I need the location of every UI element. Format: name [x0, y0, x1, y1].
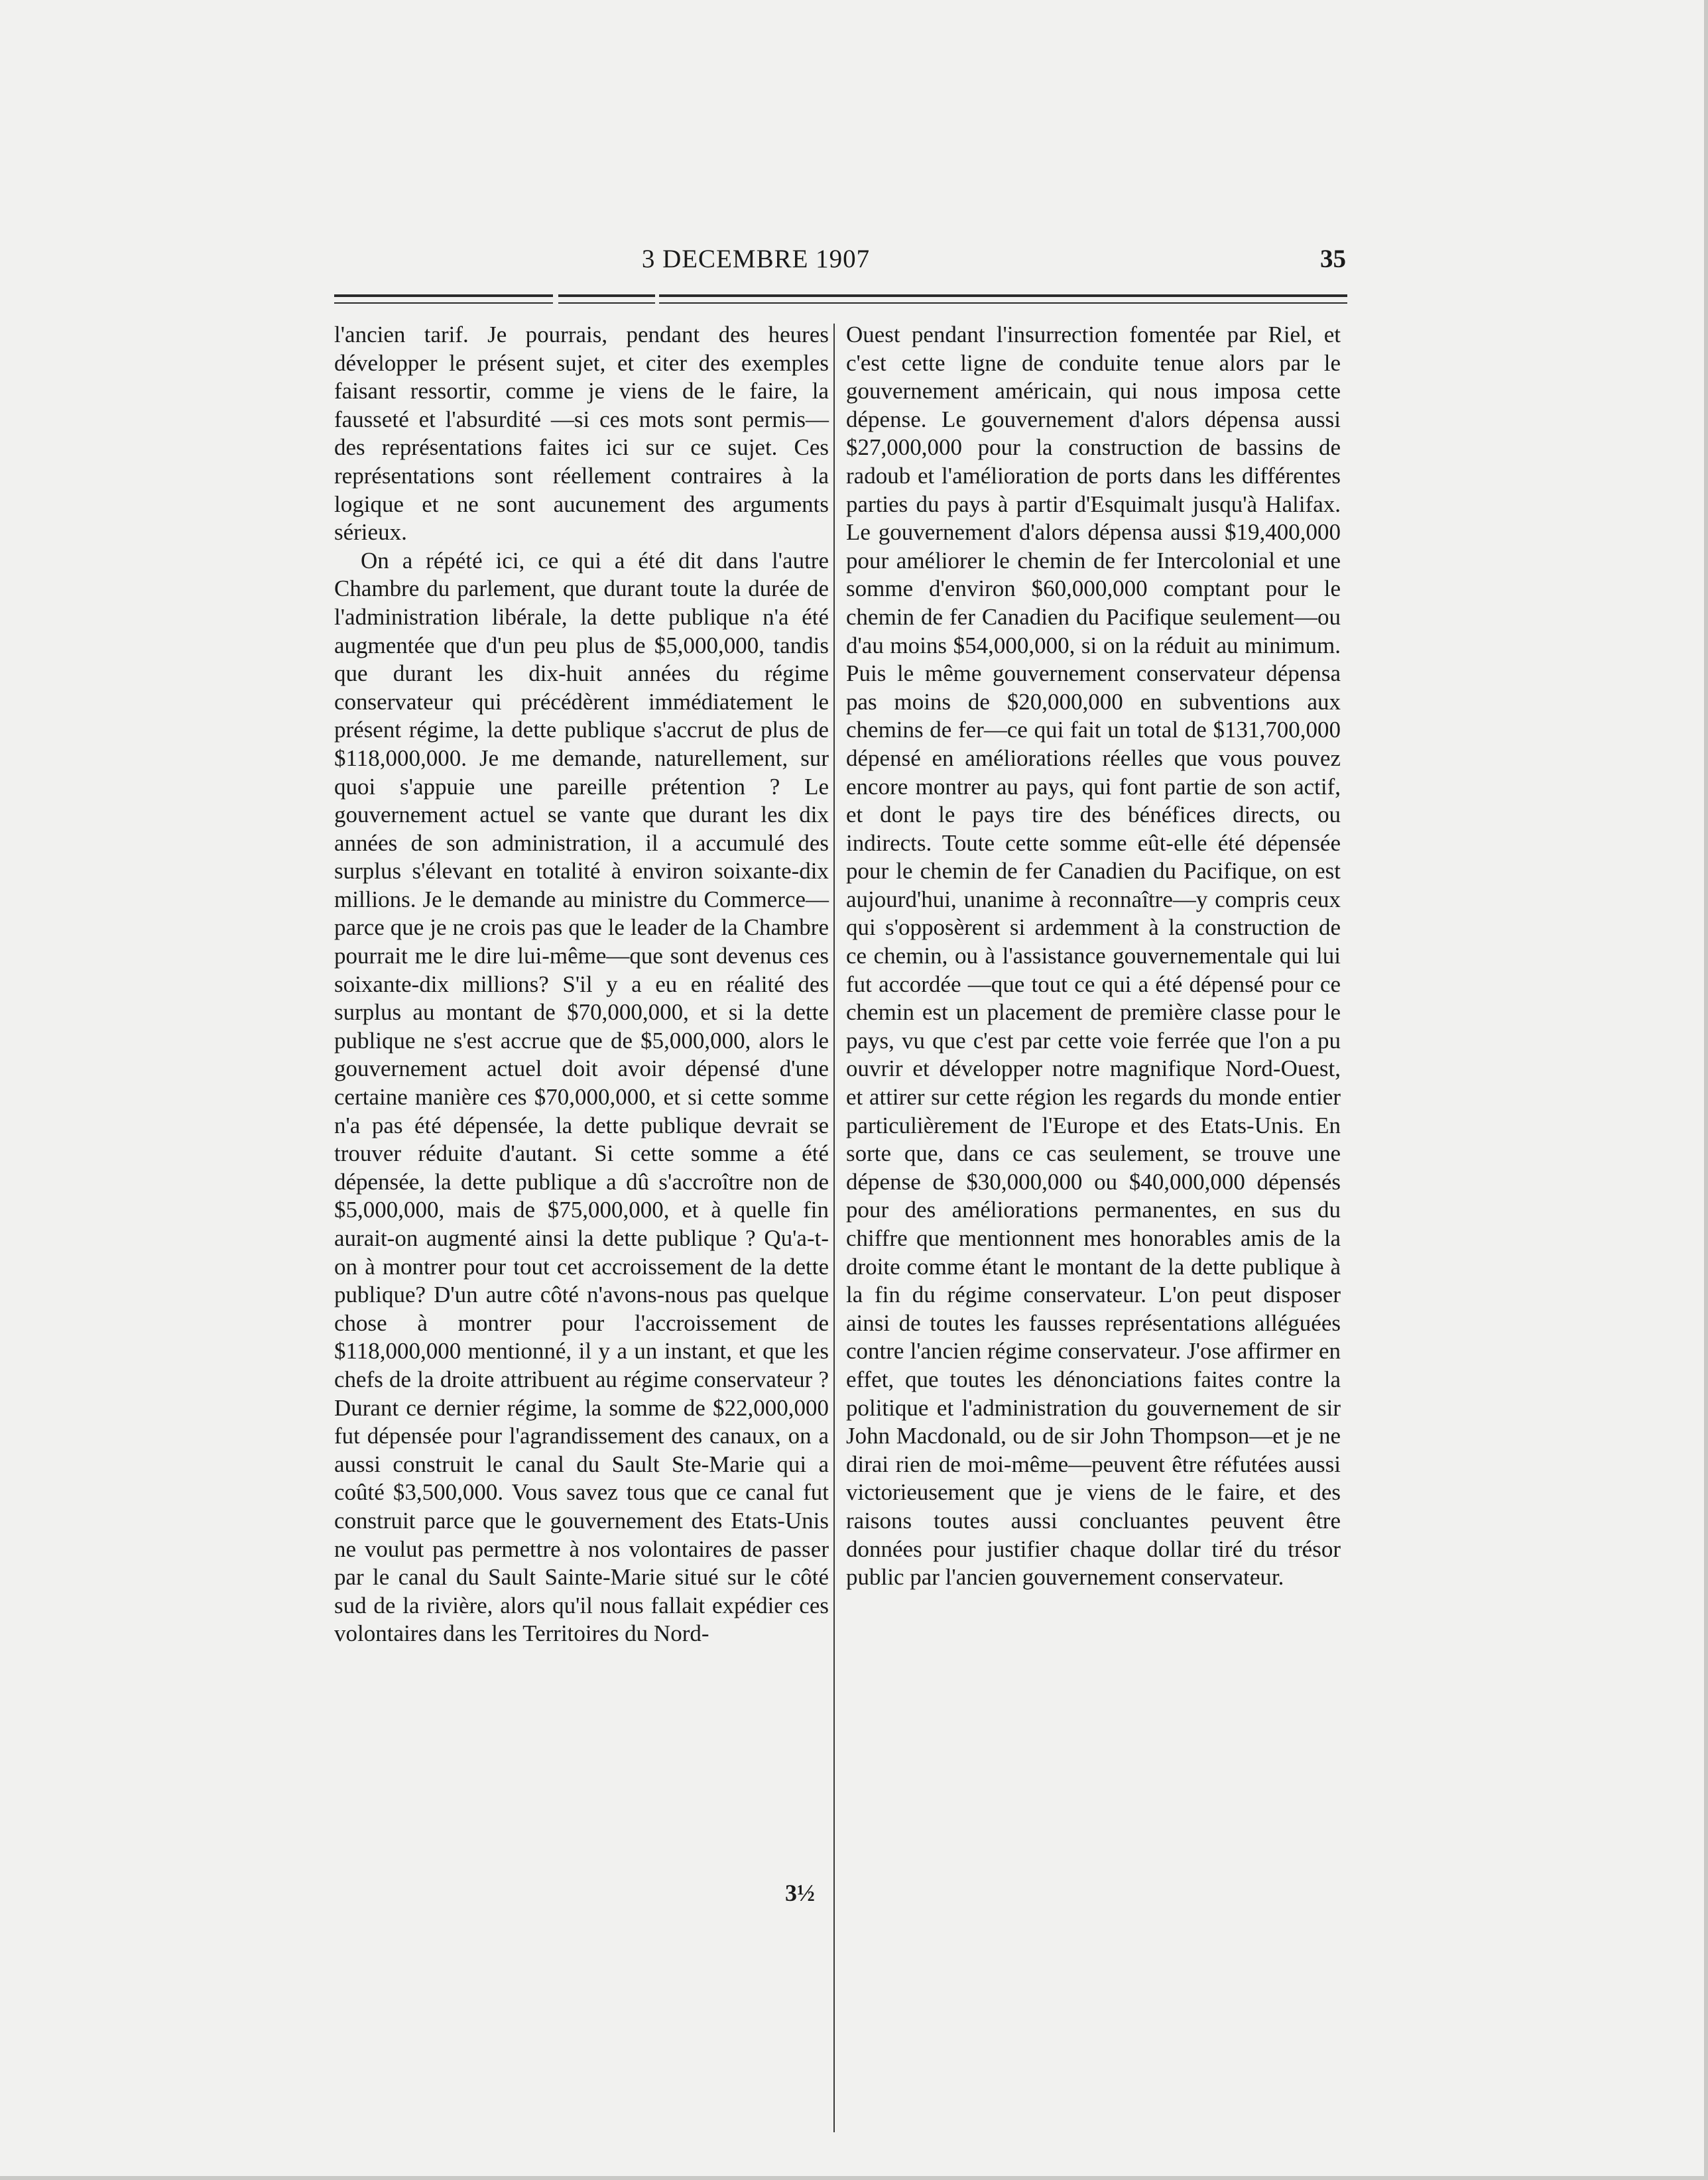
right-column — [846, 321, 1341, 1592]
header-rule-middle — [558, 294, 655, 304]
left-column — [334, 321, 829, 1648]
running-head — [332, 240, 1346, 280]
page-number: 35 — [1320, 245, 1346, 273]
header-rule-right — [659, 294, 1347, 304]
left-paragraph-1: l'ancien tarif. Je pourrais, pendant des heures développer le présent sujet, et citer des exemples faisant ressortir, comme je viens de le faire, la fausseté et l'absurdité —si ces mots sont permis—des représentations faites ici sur ce sujet. Ces représentations sont réellement contraires à la logique et ne sont aucunement des arguments sérieux. — [334, 322, 829, 546]
column-divider — [833, 324, 835, 2132]
right-paragraph-1: Ouest pendant l'insurrection fomentée par Riel, et c'est cette ligne de conduite tenue alors par le gouvernement américain, qui nous imposa cette dépense. Le gouvernement d'alors dépensa aussi $27,000,000 pour la construction de bassins de radoub et l'amélioration de ports dans les différentes parties du pays à partir d'Esquimalt jusqu'à Halifax. Le gouvernement d'alors dépensa aussi $19,400,000 pour améliorer le chemin de fer Intercolonial et une somme d'environ $60,000,000 comptant pour le chemin de fer Canadien du Pacifique seulement—ou d'au moins $54,000,000, si on la réduit au minimum. Puis le même gouvernement conservateur dépensa pas moins de $20,000,000 en subventions aux chemins de fer—ce qui fait un total de $131,700,000 dépensé en améliorations réelles que vous pouvez encore montrer au pays, qui font partie de son actif, et dont le pays tire des bénéfices directs, ou indirects. Toute cette somme eût-elle été dépensée pour le chemin de fer Canadien du Pacifique, on est aujourd'hui, unanime à reconnaître—y compris ceux qui s'opposèrent si ardemment à la construction de ce chemin, ou à l'assistance gouvernementale qui lui fut accordée —que tout ce qui a été dépensé pour ce chemin est un placement de première classe pour le pays, vu que c'est par cette voie ferrée que l'on a pu ouvrir et développer notre magnifique Nord-Ouest, et attirer sur cette région les regards du monde entier particulièrement de l'Europe et des Etats-Unis. En sorte que, dans ce cas seulement, se trouve une dépense de $30,000,000 ou $40,000,000 dépensés pour des améliorations permanentes, en sus du chiffre que mentionnent mes honorables amis de la droite comme étant le montant de la dette publique à la fin du régime conservateur. L'on peut disposer ainsi de toutes les fausses représentations alléguées contre l'ancien régime conservateur. J'ose affirmer en effet, que toutes les dénonciations faites contre la politique et l'administration du gouvernement de sir John Macdonald, ou de sir John Thompson—et je ne dirai rien de moi-même—peuvent être réfutées aussi victorieusement que je viens de le faire, et des raisons toutes aussi concluantes peuvent être données pour justifier chaque dollar tiré du trésor public par l'ancien gouvernement conservateur. — [846, 322, 1341, 1591]
left-paragraph-2: On a répété ici, ce qui a été dit dans l'autre Chambre du parlement, que durant toute la durée de l'administration libérale, la dette publique n'a été augmentée que d'un peu plus de $5,000,000, tandis que durant les dix-huit années du régime conservateur qui précédèrent immédiatement le présent régime, la dette publique s'accrut de plus de $118,000,000. Je me demande, naturellement, sur quoi s'appuie une pareille prétention ? Le gouvernement actuel se vante que durant les dix années de son administration, il a accumulé des surplus s'élevant en totalité à environ soixante-dix millions. Je le demande au ministre du Commerce—parce que je ne crois pas que le leader de la Chambre pourrait me le dire lui-même—que sont devenus ces soixante-dix millions? S'il y a eu en réalité des surplus au montant de $70,000,000, et si la dette publique ne s'est accrue que de $5,000,000, alors le gouvernement actuel doit avoir dépensé d'une certaine manière ces $70,000,000, et si cette somme n'a pas été dépensée, la dette publique devrait se trouver réduite d'autant. Si cette somme a été dépensée, la dette publique a dû s'accroître non de $5,000,000, mais de $75,000,000, et à quelle fin aurait-on augmenté ainsi la dette publique ? Qu'a-t-on à montrer pour tout cet accroissement de la dette publique? D'un autre côté n'avons-nous pas quelque chose à montrer pour l'accroissement de $118,000,000 mentionné, il y a un instant, et que les chefs de la droite attribuent au régime conservateur ? Durant ce dernier régime, la somme de $22,000,000 fut dépensée pour l'agrandissement des canaux, on a aussi construit le canal du Sault Ste-Marie qui a coûté $3,500,000. Vous savez tous que ce canal fut construit parce que le gouvernement des Etats-Unis ne voulut pas permettre à nos volontaires de passer par le canal du Sault Sainte-Marie situé sur le côté sud de la rivière, alors qu'il nous fallait expédier ces volontaires dans les Territoires du Nord- — [334, 547, 829, 1647]
header-rule-left — [334, 294, 553, 304]
page-date-heading: 3 DECEMBRE 1907 — [641, 245, 871, 273]
signature-mark: 3½ — [785, 1880, 815, 1906]
